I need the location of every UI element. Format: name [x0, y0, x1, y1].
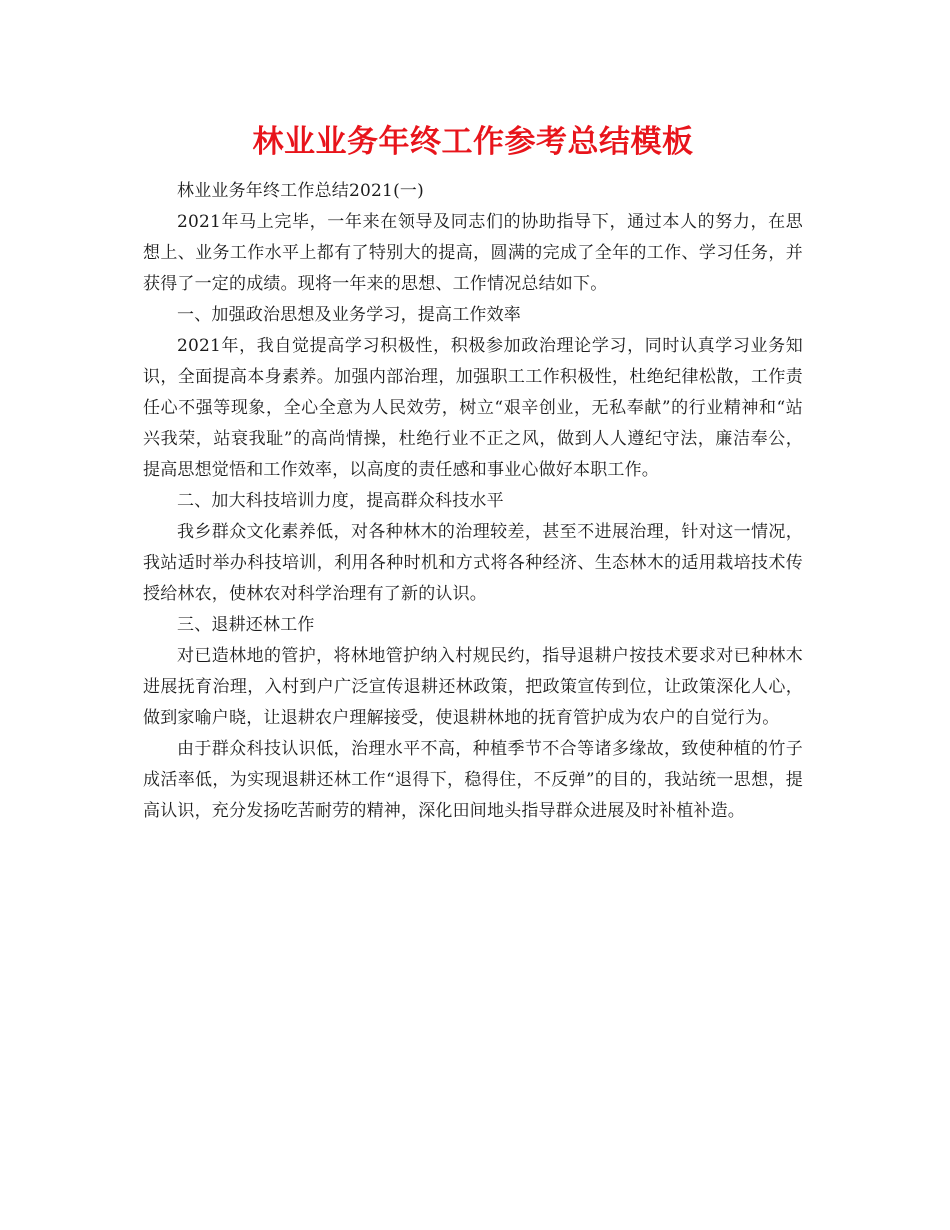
document-title: 林业业务年终工作参考总结模板 [252, 124, 694, 160]
intro-paragraph: 2021年马上完毕，一年来在领导及同志们的协助指导下，通过本人的努力，在思想上、业务工作水平上都有了特别大的提高，圆满的完成了全年的工作、学习任务，并获得了一定的成绩。现将一年来的思想、工作情况总结如下。 [143, 212, 803, 294]
section-heading-1: 一、加强政治思想及业务学习，提高工作效率 [177, 305, 521, 325]
subtitle-paragraph: 林业业务年终工作总结2021(一) [177, 181, 424, 201]
section-heading-3: 三、退耕还林工作 [177, 615, 315, 635]
section-3-paragraph-2: 由于群众科技认识低，治理水平不高，种植季节不合等诸多缘故，致使种植的竹子成活率低，为实现退耕还林工作“退得下，稳得住，不反弹”的目的，我站统一思想，提高认识，充分发扬吃苦耐劳的精神，深化田间地头指导群众进展及时补植补造。 [143, 739, 803, 821]
section-3-paragraph-1: 对已造林地的管护，将林地管护纳入村规民约，指导退耕户按技术要求对已种林木进展抚育治理，入村到户广泛宣传退耕还林政策，把政策宣传到位，让政策深化人心，做到家喻户晓，让退耕农户理解接受，使退耕林地的抚育管护成为农户的自觉行为。 [143, 646, 803, 728]
section-1-paragraph: 2021年，我自觉提高学习积极性，积极参加政治理论学习，同时认真学习业务知识，全面提高本身素养。加强内部治理，加强职工工作积极性，杜绝纪律松散，工作责任心不强等现象，全心全意为人民效劳，树立“艰辛创业，无私奉献”的行业精神和“站兴我荣，站衰我耻”的高尚情操，杜绝行业不正之风，做到人人遵纪守法，廉洁奉公，提高思想觉悟和工作效率，以高度的责任感和事业心做好本职工作。 [143, 336, 803, 480]
document-body [143, 118, 803, 827]
section-heading-2: 二、加大科技培训力度，提高群众科技水平 [177, 491, 504, 511]
section-2-paragraph: 我乡群众文化素养低，对各种林木的治理较差，甚至不进展治理，针对这一情况，我站适时举办科技培训，利用各种时机和方式将各种经济、生态林木的适用栽培技术传授给林农，使林农对科学治理有了新的认识。 [143, 522, 803, 604]
